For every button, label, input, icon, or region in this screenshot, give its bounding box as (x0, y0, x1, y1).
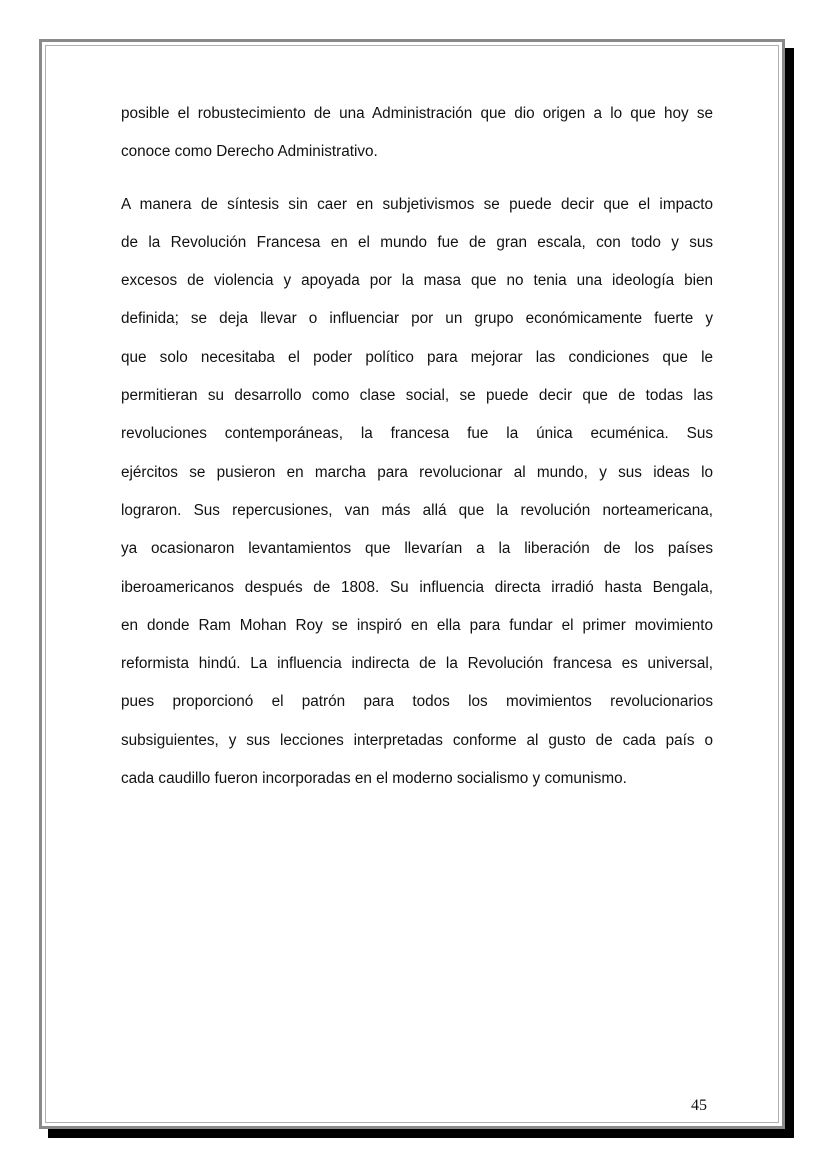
text-line: posible el robustecimiento de una Administración que dio origen a lo que hoy se (121, 105, 713, 122)
page-number: 45 (691, 1097, 707, 1114)
text-line: subsiguientes, y sus lecciones interpretadas conforme al gusto de cada país o (121, 731, 713, 749)
text-line: de la Revolución Francesa en el mundo fue de gran escala, con todo y sus (121, 233, 713, 251)
text-line: pues proporcionó el patrón para todos los movimientos revolucionarios (121, 693, 713, 711)
text-line: A manera de síntesis sin caer en subjetivismos se puede decir que el impacto (121, 195, 713, 213)
paragraph-spacer (121, 172, 713, 186)
text-line: iberoamericanos después de 1808. Su influencia directa irradió hasta Bengala, (121, 578, 713, 596)
text-line: ya ocasionaron levantamientos que llevarían a la liberación de los países (121, 540, 713, 558)
text-line: ejércitos se pusieron en marcha para revolucionar al mundo, y sus ideas lo (121, 463, 713, 481)
text-line: cada caudillo fueron incorporadas en el moderno socialismo y comunismo. (121, 770, 627, 788)
text-line: reformista hindú. La influencia indirecta de la Revolución francesa es universal, (121, 655, 713, 673)
text-line: en donde Ram Mohan Roy se inspiró en ella para fundar el primer movimiento (121, 616, 713, 634)
paragraph-1 (121, 95, 713, 172)
paragraph-2 (121, 186, 713, 799)
text-line: revoluciones contemporáneas, la francesa fue la única ecuménica. Sus (121, 425, 713, 443)
text-line: que solo necesitaba el poder político para mejorar las condiciones que le (121, 348, 713, 366)
document-page (39, 39, 785, 1129)
text-line: permitieran su desarrollo como clase social, se puede decir que de todas las (121, 387, 713, 405)
text-line: excesos de violencia y apoyada por la masa que no tenia una ideología bien (121, 272, 713, 290)
text-line: lograron. Sus repercusiones, van más allá que la revolución norteamericana, (121, 501, 713, 519)
text-line: definida; se deja llevar o influenciar por un grupo económicamente fuerte y (121, 310, 713, 328)
text-line: conoce como Derecho Administrativo. (121, 143, 378, 161)
body-text (121, 95, 713, 798)
